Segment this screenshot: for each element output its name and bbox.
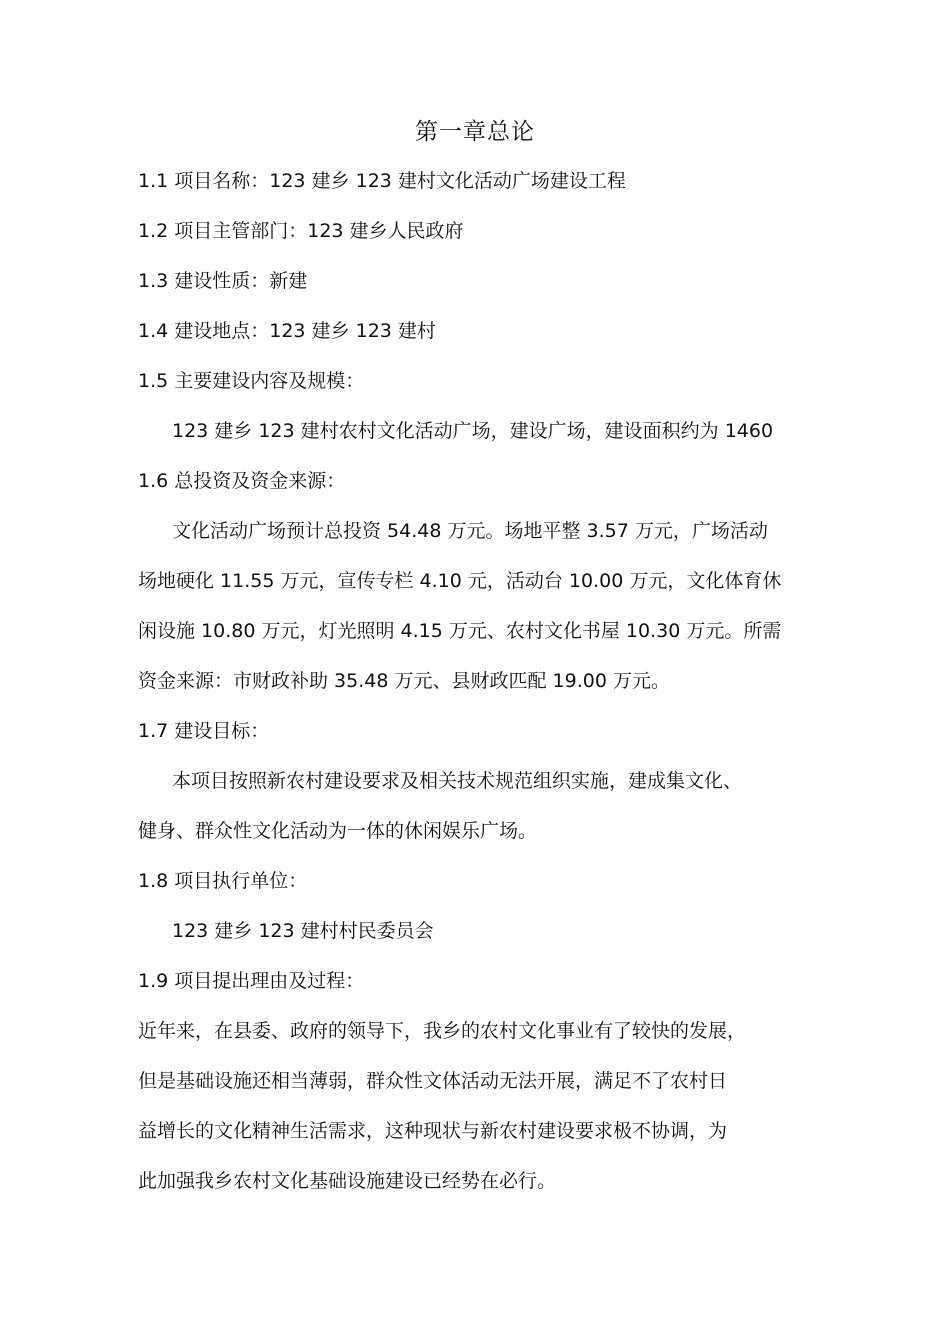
text-line: 1.8 项目执行单位： [138,870,308,892]
text-line: 文化活动广场预计总投资 54.48 万元。场地平整 3.57 万元，广场活动 [172,520,768,542]
text-line: 1.5 主要建设内容及规模： [138,370,365,392]
text-line: 1.2 项目主管部门：123 建乡人民政府 [138,220,464,242]
text-line: 闲设施 10.80 万元，灯光照明 4.15 万元、农村文化书屋 10.30 万元。所需 [138,620,782,642]
text-line: 1.4 建设地点：123 建乡 123 建村 [138,320,436,342]
text-line: 场地硬化 11.55 万元，宣传专栏 4.10 元，活动台 10.00 万元，文化体育休 [138,570,782,592]
text-line: 1.7 建设目标： [138,720,270,742]
text-line: 但是基础设施还相当薄弱，群众性文体活动无法开展，满足不了农村日 [138,1070,728,1092]
text-line: 1.9 项目提出理由及过程： [138,970,365,992]
text-line: 123 建乡 123 建村村民委员会 [172,920,434,942]
text-line: 此加强我乡农村文化基础设施建设已经势在必行。 [138,1170,557,1192]
text-line: 123 建乡 123 建村农村文化活动广场，建设广场，建设面积约为 1460 [172,420,774,442]
text-line: 资金来源：市财政补助 35.48 万元、县财政匹配 19.00 万元。 [138,670,670,692]
chapter-title: 第一章总论 [415,119,535,145]
text-line: 1.3 建设性质：新建 [138,270,308,292]
text-line: 1.6 总投资及资金来源： [138,470,346,492]
text-line: 益增长的文化精神生活需求，这种现状与新农村建设要求极不协调，为 [138,1120,728,1142]
text-line: 近年来，在县委、政府的领导下，我乡的农村文化事业有了较快的发展， [138,1020,747,1042]
text-line: 1.1 项目名称：123 建乡 123 建村文化活动广场建设工程 [138,170,626,192]
document-body [138,156,818,1206]
text-line: 健身、群众性文化活动为一体的休闲娱乐广场。 [138,820,538,842]
text-line: 本项目按照新农村建设要求及相关技术规范组织实施，建成集文化、 [172,770,743,792]
